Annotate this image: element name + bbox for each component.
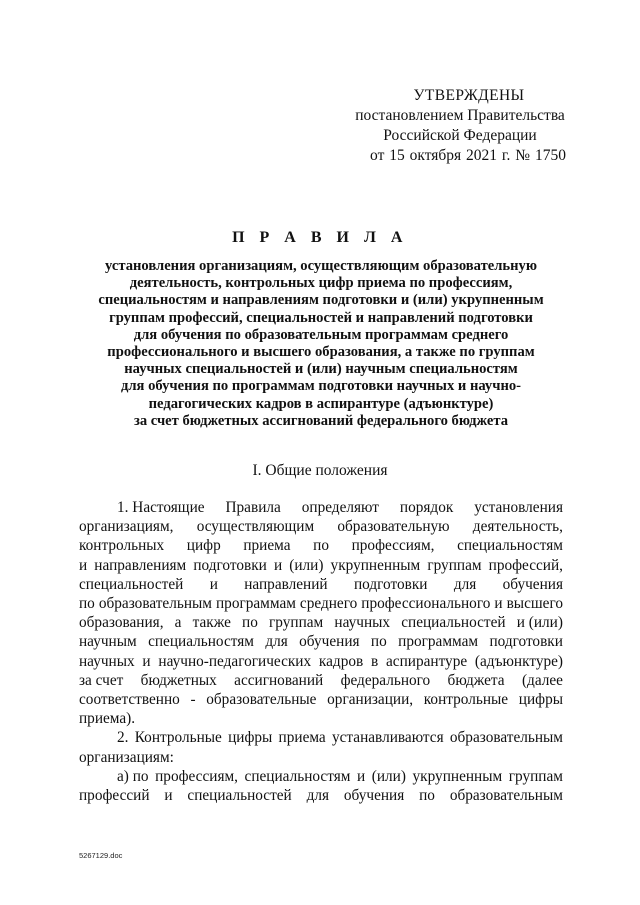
body-word: по образовательным программам среднего профессионального и высшего: [79, 595, 563, 613]
body-word: обучения: [343, 787, 405, 805]
subtitle-line: установления организациям, осуществляющим образовательную: [105, 258, 537, 274]
body-word: а) по: [117, 767, 149, 785]
approval-date: от 15 октября 2021 г.: [370, 147, 511, 164]
body-word: укрупненным: [412, 767, 503, 785]
body-line: [79, 786, 563, 805]
body-word: по: [370, 633, 387, 651]
body-line: [79, 767, 563, 786]
body-word: и: [164, 787, 173, 805]
body-word: по: [242, 614, 258, 632]
subtitle-line: профессионального и высшего образования, а также по группам: [107, 344, 535, 361]
body-word: порядок: [399, 499, 454, 516]
body-word: специальностей: [79, 575, 184, 593]
body-word: образовательные: [206, 691, 317, 709]
body-word: контрольные: [423, 691, 509, 709]
body-word: группам: [508, 767, 563, 785]
body-word: специальностей: [187, 787, 292, 805]
body-word: научных: [334, 614, 391, 632]
body-word: образовательным: [449, 787, 563, 805]
rules-title: П Р А В И Л А: [232, 229, 408, 246]
body-line: [79, 517, 563, 536]
body-word: специальностей: [401, 614, 506, 632]
body-word: направлений: [244, 575, 328, 593]
subtitle-line: за счет бюджетных ассигнований федерального бюджета: [133, 412, 509, 429]
body-word: цифры: [518, 691, 563, 709]
body-line: [79, 632, 563, 651]
body-word: профессиям,: [351, 537, 435, 555]
body-word: для: [306, 787, 330, 805]
body-word: обучения: [502, 575, 563, 593]
body-word: научных и научно-педагогических кадров в аспирантуре (адъюнктуре): [79, 652, 563, 670]
body-line: [79, 498, 563, 517]
body-word: образования,: [79, 614, 164, 632]
subtitle-line: специальностям и направлениям подготовки и (или) укрупненным: [98, 292, 544, 309]
body-word: федерального: [340, 671, 431, 689]
body-word: специальностям: [457, 537, 563, 555]
body-word: и: [209, 575, 218, 593]
approval-decree-line: [340, 146, 580, 166]
body-line: [79, 594, 563, 613]
body-word: профессий: [79, 787, 150, 805]
body-word: профессиям,: [155, 767, 238, 785]
body-word: контрольных: [79, 537, 165, 555]
body-word: группам: [269, 614, 324, 632]
body-word: специальностям: [244, 767, 351, 785]
body-word: по: [313, 537, 329, 555]
body-word: ассигнований: [234, 671, 324, 689]
body-line: [79, 709, 563, 728]
body-word: и (или): [516, 614, 563, 632]
body-word: (или): [371, 767, 406, 785]
body-word: также: [192, 614, 231, 632]
body-word: деятельность,: [472, 518, 563, 536]
body-word: для: [453, 575, 477, 593]
body-word: 1. Настоящие: [117, 499, 205, 516]
body-word: организациям:: [79, 748, 174, 766]
body-word: специальностям: [148, 633, 254, 651]
body-word: программам: [398, 633, 479, 651]
body-word: приема: [243, 537, 291, 555]
body-word: для: [265, 633, 288, 651]
body-word: 2. Контрольные цифры приема устанавливаются образовательным: [117, 729, 563, 747]
approval-block: [340, 86, 580, 166]
document-id: 5267129.doc: [79, 851, 123, 860]
approval-title: УТВЕРЖДЕНЫ: [413, 87, 525, 104]
body-word: определяют: [301, 499, 379, 516]
body-word: бюджетных: [140, 671, 217, 689]
body-word: за счет: [79, 671, 124, 689]
body-word: осуществляющим: [196, 518, 315, 536]
approval-number: 1750: [534, 147, 566, 164]
body-text: [79, 498, 563, 805]
body-word: Правила: [225, 499, 281, 516]
body-line: [79, 690, 563, 709]
body-word: подготовки: [353, 575, 428, 593]
body-word: подготовки: [489, 633, 563, 651]
subtitle-line: для обучения по программам подготовки научных и научно-: [120, 378, 522, 395]
body-word: научным: [79, 633, 137, 651]
body-word: бюджета: [447, 671, 505, 689]
body-line: [79, 536, 563, 555]
body-word: организациям,: [79, 518, 174, 536]
body-word: организации,: [327, 691, 414, 709]
body-word: приема).: [79, 710, 136, 728]
body-line: [79, 556, 563, 575]
body-word: образовательную: [337, 518, 450, 536]
body-line: [79, 575, 563, 594]
approval-line-2: Российской Федерации: [383, 127, 537, 144]
body-word: (далее: [521, 671, 563, 689]
body-line: [79, 671, 563, 690]
body-word: обучения: [299, 633, 360, 651]
approval-line-1: постановлением Правительства: [355, 107, 565, 124]
body-word: соответственно: [79, 691, 180, 709]
body-word: установления: [474, 499, 563, 516]
section-heading: I. Общие положения: [252, 462, 388, 479]
body-word: а: [174, 614, 182, 632]
subtitle-line: педагогических кадров в аспирантуре (адъюнктуре): [148, 395, 494, 412]
approval-number-sign: №: [515, 147, 531, 164]
body-word: по: [419, 787, 435, 805]
subtitle-line: группам профессий, специальностей и направлений подготовки: [109, 309, 533, 326]
body-word: -: [190, 691, 196, 709]
body-line: [79, 748, 563, 767]
body-word: цифр: [186, 537, 221, 555]
rules-subtitle: [80, 258, 562, 430]
body-line: [79, 728, 563, 747]
subtitle-line: научных специальностей и (или) научным специальностям: [124, 361, 518, 378]
subtitle-line: для обучения по образовательным программам среднего: [133, 326, 509, 343]
subtitle-line: деятельность, контрольных цифр приема по профессиям,: [129, 275, 513, 292]
body-line: [79, 613, 563, 632]
body-word: и направлениям подготовки и (или) укрупненным группам профессий,: [79, 556, 563, 574]
body-line: [79, 652, 563, 671]
body-word: и: [357, 767, 366, 785]
